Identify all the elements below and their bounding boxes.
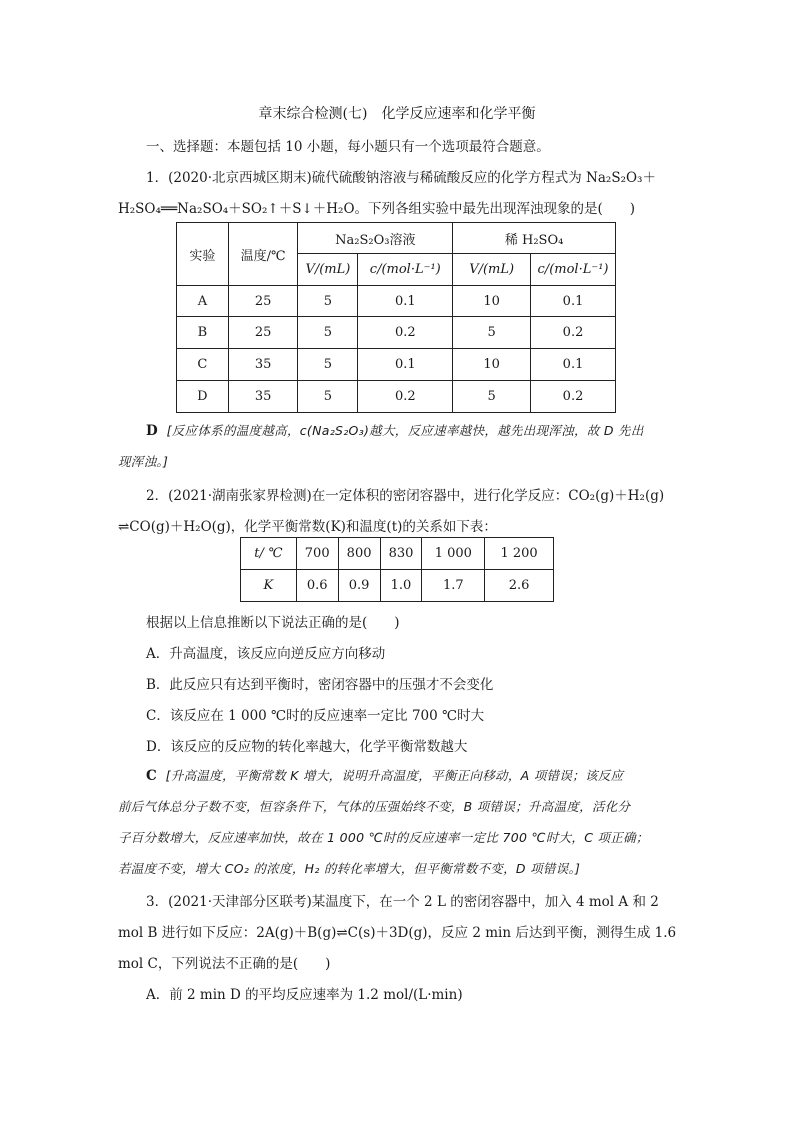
q1-answer-line2: 现浑浊。] bbox=[118, 454, 169, 469]
th-conc-1: c/(mol·L⁻¹) bbox=[358, 254, 453, 286]
q1-stem-line2: H₂SO₄══Na₂SO₄＋SO₂↑＋S↓＋H₂O。下列各组实验中最先出现浑浊现象的是( ) bbox=[118, 201, 636, 217]
th-constant-k: K bbox=[241, 570, 297, 602]
cell: 25 bbox=[228, 286, 298, 317]
q2-constant-table bbox=[240, 537, 554, 602]
table-row bbox=[177, 286, 616, 317]
q2-prompt: 根据以上信息推断以下说法正确的是( ) bbox=[146, 615, 400, 631]
th-group-h2so4: 稀 H₂SO₄ bbox=[453, 223, 616, 254]
cell: 35 bbox=[228, 381, 298, 413]
cell: 0.1 bbox=[358, 349, 453, 381]
cell: 2.6 bbox=[485, 570, 554, 602]
cell: 0.6 bbox=[296, 570, 338, 602]
page-title: 章末综合检测(七) 化学反应速率和化学平衡 bbox=[258, 106, 536, 122]
th-temperature: 温度/℃ bbox=[228, 223, 298, 286]
cell: 0.9 bbox=[338, 570, 380, 602]
cell: 35 bbox=[228, 349, 298, 381]
q2-answer-line2: 前后气体总分子数不变，恒容条件下，气体的压强始终不变，B 项错误；升高温度，活化分 bbox=[118, 799, 631, 814]
th-conc-2: c/(mol·L⁻¹) bbox=[531, 254, 616, 286]
cell: C bbox=[177, 349, 229, 381]
q1-answer-text: [反应体系的温度越高，c(Na₂S₂O₃)越大，反应速率越快，越先出现浑浊，故 D 先出 bbox=[166, 423, 644, 438]
q1-stem-line1: 1．(2020·北京西城区期末)硫代硫酸钠溶液与稀硫酸反应的化学方程式为 Na₂S₂O₃＋ bbox=[146, 170, 656, 186]
cell: 5 bbox=[298, 381, 358, 413]
q2-answer-text: [升高温度，平衡常数 K 增大，说明升高温度，平衡正向移动，A 项错误；该反应 bbox=[165, 768, 624, 783]
th-experiment: 实验 bbox=[177, 223, 229, 286]
table-row bbox=[177, 381, 616, 413]
q1-answer-letter: D bbox=[146, 423, 159, 439]
q3-stem-line1: 3．(2021·天津部分区联考)某温度下，在一个 2 L 的密闭容器中，加入 4 mol A 和 2 bbox=[146, 894, 659, 910]
q2-answer-line1 bbox=[146, 766, 623, 784]
th-group-na2s2o3: Na₂S₂O₃溶液 bbox=[298, 223, 453, 254]
cell: 5 bbox=[453, 317, 531, 349]
q2-option-b: B．此反应只有达到平衡时，密闭容器中的压强才不会变化 bbox=[146, 677, 494, 693]
cell: D bbox=[177, 381, 229, 413]
q1-answer-line1 bbox=[146, 421, 644, 439]
cell: 5 bbox=[298, 286, 358, 317]
th-temperature-t: t/ ℃ bbox=[241, 538, 297, 570]
cell: 0.1 bbox=[358, 286, 453, 317]
cell: A bbox=[177, 286, 229, 317]
cell: 0.2 bbox=[531, 381, 616, 413]
q2-answer-letter: C bbox=[146, 768, 158, 784]
cell: 830 bbox=[380, 538, 422, 570]
q2-stem-line2: ⇌CO(g)＋H₂O(g)，化学平衡常数(K)和温度(t)的关系如下表： bbox=[118, 519, 497, 535]
cell: 1.0 bbox=[380, 570, 422, 602]
cell: 5 bbox=[298, 349, 358, 381]
th-volume-2: V/(mL) bbox=[453, 254, 531, 286]
cell: 0.2 bbox=[531, 317, 616, 349]
q3-stem-line3: mol C，下列说法不正确的是( ) bbox=[118, 956, 331, 972]
cell: 1 200 bbox=[485, 538, 554, 570]
cell: 0.2 bbox=[358, 381, 453, 413]
q2-answer-line3: 子百分数增大，反应速率加快，故在 1 000 ℃时的反应速率一定比 700 ℃时大，C 项正确； bbox=[118, 830, 649, 845]
cell: 5 bbox=[453, 381, 531, 413]
cell: 10 bbox=[453, 286, 531, 317]
cell: 700 bbox=[296, 538, 338, 570]
th-volume-1: V/(mL) bbox=[298, 254, 358, 286]
section-heading: 一、选择题：本题包括 10 小题，每小题只有一个选项最符合题意。 bbox=[146, 139, 550, 155]
q2-stem-line1: 2．(2021·湖南张家界检测)在一定体积的密闭容器中，进行化学反应：CO₂(g)＋H₂(g) bbox=[146, 488, 665, 504]
q1-data-table bbox=[176, 222, 616, 413]
table-row bbox=[177, 349, 616, 381]
cell: 25 bbox=[228, 317, 298, 349]
table-row bbox=[241, 538, 554, 570]
q2-option-d: D．该反应的反应物的转化率越大，化学平衡常数越大 bbox=[146, 739, 468, 755]
cell: B bbox=[177, 317, 229, 349]
q3-stem-line2: mol B 进行如下反应：2A(g)＋B(g)⇌C(s)＋3D(g)，反应 2 min 后达到平衡，测得生成 1.6 bbox=[118, 925, 677, 941]
cell: 0.2 bbox=[358, 317, 453, 349]
cell: 800 bbox=[338, 538, 380, 570]
table-row bbox=[177, 317, 616, 349]
cell: 1.7 bbox=[422, 570, 485, 602]
cell: 10 bbox=[453, 349, 531, 381]
q2-option-c: C．该反应在 1 000 ℃时的反应速率一定比 700 ℃时大 bbox=[146, 708, 485, 724]
cell: 1 000 bbox=[422, 538, 485, 570]
q3-option-a: A．前 2 min D 的平均反应速率为 1.2 mol/(L·min) bbox=[146, 987, 463, 1003]
q2-option-a: A．升高温度，该反应向逆反应方向移动 bbox=[146, 646, 386, 662]
q2-answer-line4: 若温度不变，增大 CO₂ 的浓度，H₂ 的转化率增大，但平衡常数不变，D 项错误。] bbox=[118, 861, 581, 876]
cell: 5 bbox=[298, 317, 358, 349]
cell: 0.1 bbox=[531, 349, 616, 381]
cell: 0.1 bbox=[531, 286, 616, 317]
table-row bbox=[241, 570, 554, 602]
